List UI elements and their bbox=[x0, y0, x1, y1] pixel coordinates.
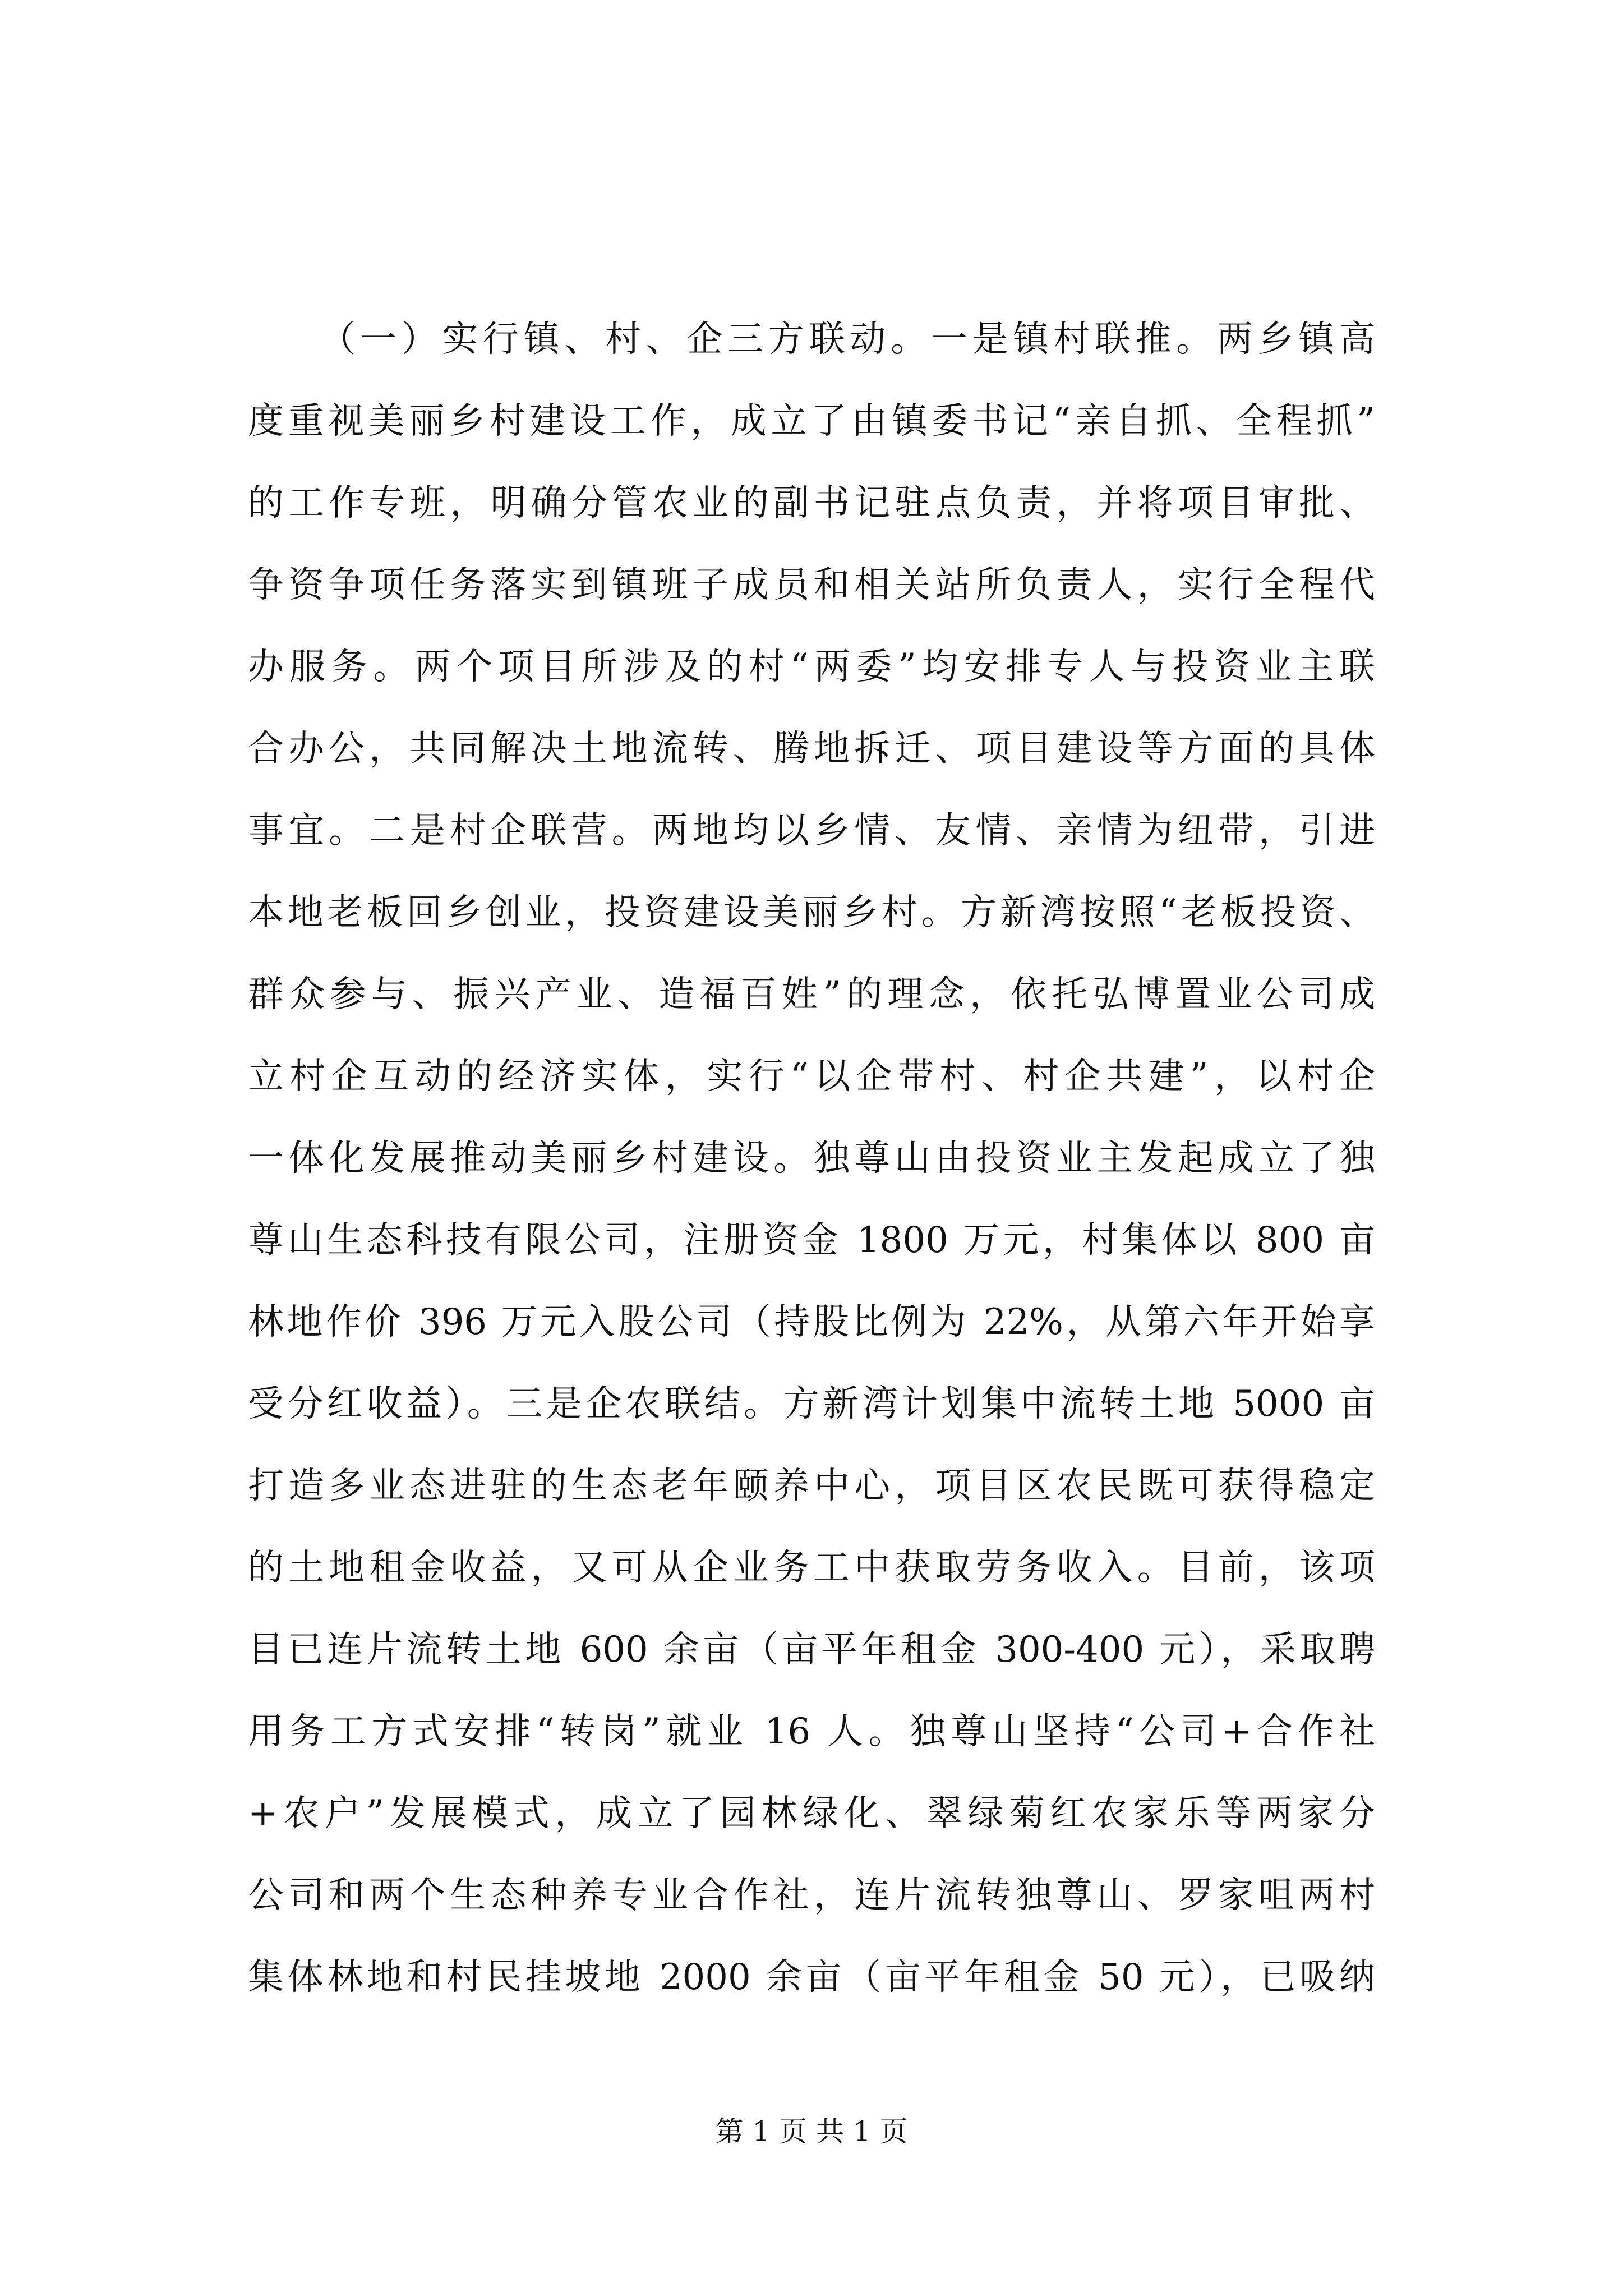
paragraph-line: （一）实行镇、村、企三方联动。一是镇村联推。两乡镇高 bbox=[320, 319, 1375, 360]
paragraph-line: 度重视美丽乡村建设工作，成立了由镇委书记“亲自抓、全程抓” bbox=[248, 401, 1375, 442]
paragraph-line: 用务工方式安排“转岗”就业 16 人。独尊山坚持“公司+合作社 bbox=[248, 1711, 1375, 1752]
paragraph-line: 立村企互动的经济实体，实行“以企带村、村企共建”，以村企 bbox=[248, 1056, 1375, 1097]
paragraph-line: 的工作专班，明确分管农业的副书记驻点负责，并将项目审批、 bbox=[248, 482, 1375, 524]
paragraph-line: 的土地租金收益，又可从企业务工中获取劳务收入。目前，该项 bbox=[248, 1547, 1375, 1589]
paragraph-line: 公司和两个生态种养专业合作社，连片流转独尊山、罗家咀两村 bbox=[248, 1875, 1375, 1916]
paragraph-line: 林地作价 396 万元入股公司（持股比例为 22%，从第六年开始享 bbox=[248, 1301, 1375, 1343]
paragraph-line: 事宜。二是村企联营。两地均以乡情、友情、亲情为纽带，引进 bbox=[248, 810, 1375, 852]
paragraph-line: 本地老板回乡创业，投资建设美丽乡村。方新湾按照“老板投资、 bbox=[248, 892, 1375, 933]
paragraph-line: 群众参与、振兴产业、造福百姓”的理念，依托弘博置业公司成 bbox=[248, 974, 1375, 1015]
paragraph-line: 打造多业态进驻的生态老年颐养中心，项目区农民既可获得稳定 bbox=[248, 1465, 1375, 1507]
document-body bbox=[248, 298, 1375, 2018]
paragraph-line: 合办公，共同解决土地流转、腾地拆迁、项目建设等方面的具体 bbox=[248, 728, 1375, 770]
paragraph-line: 集体林地和村民挂坡地 2000 余亩（亩平年租金 50 元），已吸纳 bbox=[248, 1957, 1375, 1998]
paragraph-line: 办服务。两个项目所涉及的村“两委”均安排专人与投资业主联 bbox=[248, 646, 1375, 688]
paragraph-line: 尊山生态科技有限公司，注册资金 1800 万元，村集体以 800 亩 bbox=[248, 1220, 1375, 1261]
paragraph-line: 目已连片流转土地 600 余亩（亩平年租金 300-400 元），采取聘 bbox=[248, 1629, 1375, 1671]
page-footer: 第 1 页 共 1 页 bbox=[715, 2115, 908, 2148]
paragraph-line: 一体化发展推动美丽乡村建设。独尊山由投资业主发起成立了独 bbox=[248, 1138, 1375, 1179]
paragraph-line: 受分红收益）。三是企农联结。方新湾计划集中流转土地 5000 亩 bbox=[248, 1383, 1375, 1425]
paragraph-line: +农户”发展模式，成立了园林绿化、翠绿菊红农家乐等两家分 bbox=[248, 1793, 1375, 1834]
paragraph-line: 争资争项任务落实到镇班子成员和相关站所负责人，实行全程代 bbox=[248, 564, 1375, 606]
